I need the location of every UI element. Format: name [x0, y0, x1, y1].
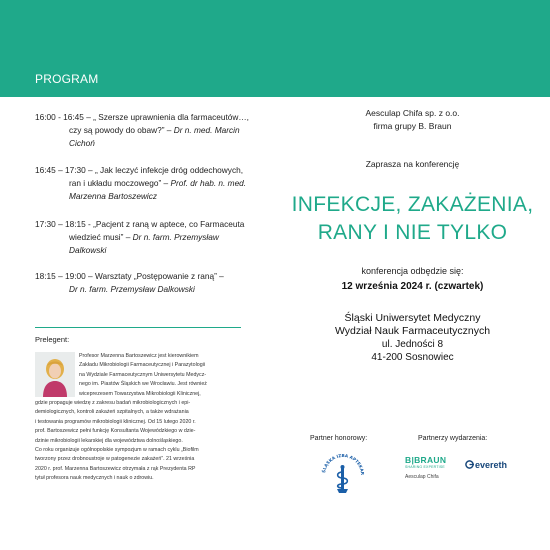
- organizer-name: Aesculap Chifa sp. z o.o.: [365, 108, 460, 118]
- bio-line: prof. Bartoszewicz pełni funkcję Konsultanta Wojewódzkiego w dzie-: [35, 428, 196, 435]
- program-speaker: Dr n. med. Marcin: [173, 125, 240, 135]
- bio-line: tworzony przez drobnoustroje w patogenezie zakażeń”. 21 września: [35, 456, 195, 463]
- bbraun-subtitle: Aesculap Chifa: [405, 474, 439, 480]
- bio-line: na Wydziale Farmaceutycznym Uniwersytetu Medycz-: [79, 371, 207, 378]
- conference-date: 12 września 2024 r. (czwartek): [341, 281, 484, 292]
- bbraun-logo: [405, 455, 465, 480]
- venue: [275, 312, 550, 364]
- program-speaker: Cichoń: [69, 138, 95, 148]
- venue-faculty: Wydział Nauk Farmaceutycznych: [334, 325, 491, 337]
- program-topic-line: czy są powody do obaw?” –: [69, 125, 172, 135]
- program-topic-line: ran i układu moczowego” –: [69, 178, 169, 188]
- bio-line: i testowania programów mikrobiologii klinicznej. Od 15 lutego 2020 r.: [35, 418, 196, 425]
- invite-text: Zaprasza na konferencję: [365, 159, 460, 169]
- program-speaker: Dalkowski: [69, 245, 107, 255]
- evereth-logo: [465, 460, 507, 470]
- program-speaker: Dr n. farm. Przemysław: [132, 232, 219, 242]
- bio-line: tytuł profesora nauk medycznych i nauk o zdrowiu.: [35, 475, 154, 482]
- title-line-2: RANY I NIE TYLKO: [317, 221, 508, 244]
- venue-city: 41-200 Sosnowiec: [371, 352, 454, 363]
- program-item: [35, 270, 260, 296]
- bio-line: 2020 r. prof. Marzenna Bartoszewicz otrzymała z rąk Prezydenta RP: [35, 465, 196, 472]
- bio-line: wiceprezesem Towarzystwa Mikrobiologii Klinicznej,: [79, 390, 201, 397]
- title-line-1: INFEKCJE, ZAKAŻENIA,: [291, 193, 534, 216]
- bio-line: Profesor Marzenna Bartoszewicz jest kierownikiem: [79, 353, 199, 359]
- honorary-logo-text: ŚLĄSKA IZBA APTEKAR: [321, 452, 366, 476]
- conference-label: konferencja odbędzie się:: [361, 266, 464, 276]
- bio-line: nego im. Piastów Śląskich we Wrocławiu. Jest również: [79, 381, 207, 388]
- venue-street: ul. Jedności 8: [381, 339, 444, 350]
- bio-line: demiologicznych, kontroli zakażeń szpitalnych, a także wdrażania: [35, 409, 189, 416]
- bio-line: dzinie mikrobiologii lekarskiej dla województwa dolnośląskiego.: [35, 437, 183, 444]
- prelegent-label: Prelegent:: [35, 335, 70, 344]
- program-time-line: 17:30 – 18:15 - „Pacjent z raną w aptece, co Farmaceuta: [35, 219, 245, 229]
- program-time-line: 18:15 – 19:00 – Warsztaty „Postępowanie z raną” –: [35, 271, 224, 281]
- program-time-line: 16:45 – 17:30 – „ Jak leczyć infekcje dróg oddechowych,: [35, 165, 244, 175]
- program-speaker: Marzenna Bartoszewicz: [69, 191, 158, 201]
- bbraun-name: B|BRAUN: [405, 455, 447, 465]
- event-partners-label: Partnerzy wydarzenia:: [418, 435, 488, 442]
- section-divider: [35, 327, 241, 328]
- program-time-line: 16:00 - 16:45 – „ Szersze uprawnienia dla farmaceutów…,: [35, 112, 249, 122]
- program-topic-line: wiedzieć musi” –: [69, 232, 131, 242]
- pharmacy-chamber-logo-icon: [318, 450, 368, 500]
- program-item: [35, 218, 260, 257]
- program-label: PROGRAM: [35, 72, 99, 86]
- speaker-bio: [35, 352, 245, 484]
- program-header: [0, 70, 275, 97]
- organizer: [275, 107, 550, 132]
- program-speaker: Prof. dr hab. n. med.: [170, 178, 247, 188]
- program-item: [35, 164, 260, 203]
- honorary-partner-label: Partner honorowy:: [310, 435, 368, 442]
- bio-line: Co roku organizuje ogólnopolskie sympozjum w ramach cyklu „Biofilm: [35, 447, 199, 454]
- conference-title: [275, 191, 550, 247]
- bio-line: Zakładu Mikrobiologii Farmaceutycznej i Parazytologii: [79, 362, 206, 369]
- evereth-name: evereth: [475, 460, 508, 470]
- program-item: [35, 111, 260, 150]
- organizer-group: firma grupy B. Braun: [373, 120, 452, 131]
- evereth-mark-icon: [465, 460, 474, 469]
- bio-line: gdzie propaguje wiedzę z zakresu badań mikrobiologicznych i epi-: [35, 400, 191, 407]
- bbraun-tagline: SHARING EXPERTISE: [405, 465, 445, 469]
- program-speaker: Dr n. farm. Przemysław Dalkowski: [69, 284, 195, 294]
- honorary-partner-logo: [318, 450, 368, 500]
- venue-university: Śląski Uniwersytet Medyczny: [344, 312, 481, 324]
